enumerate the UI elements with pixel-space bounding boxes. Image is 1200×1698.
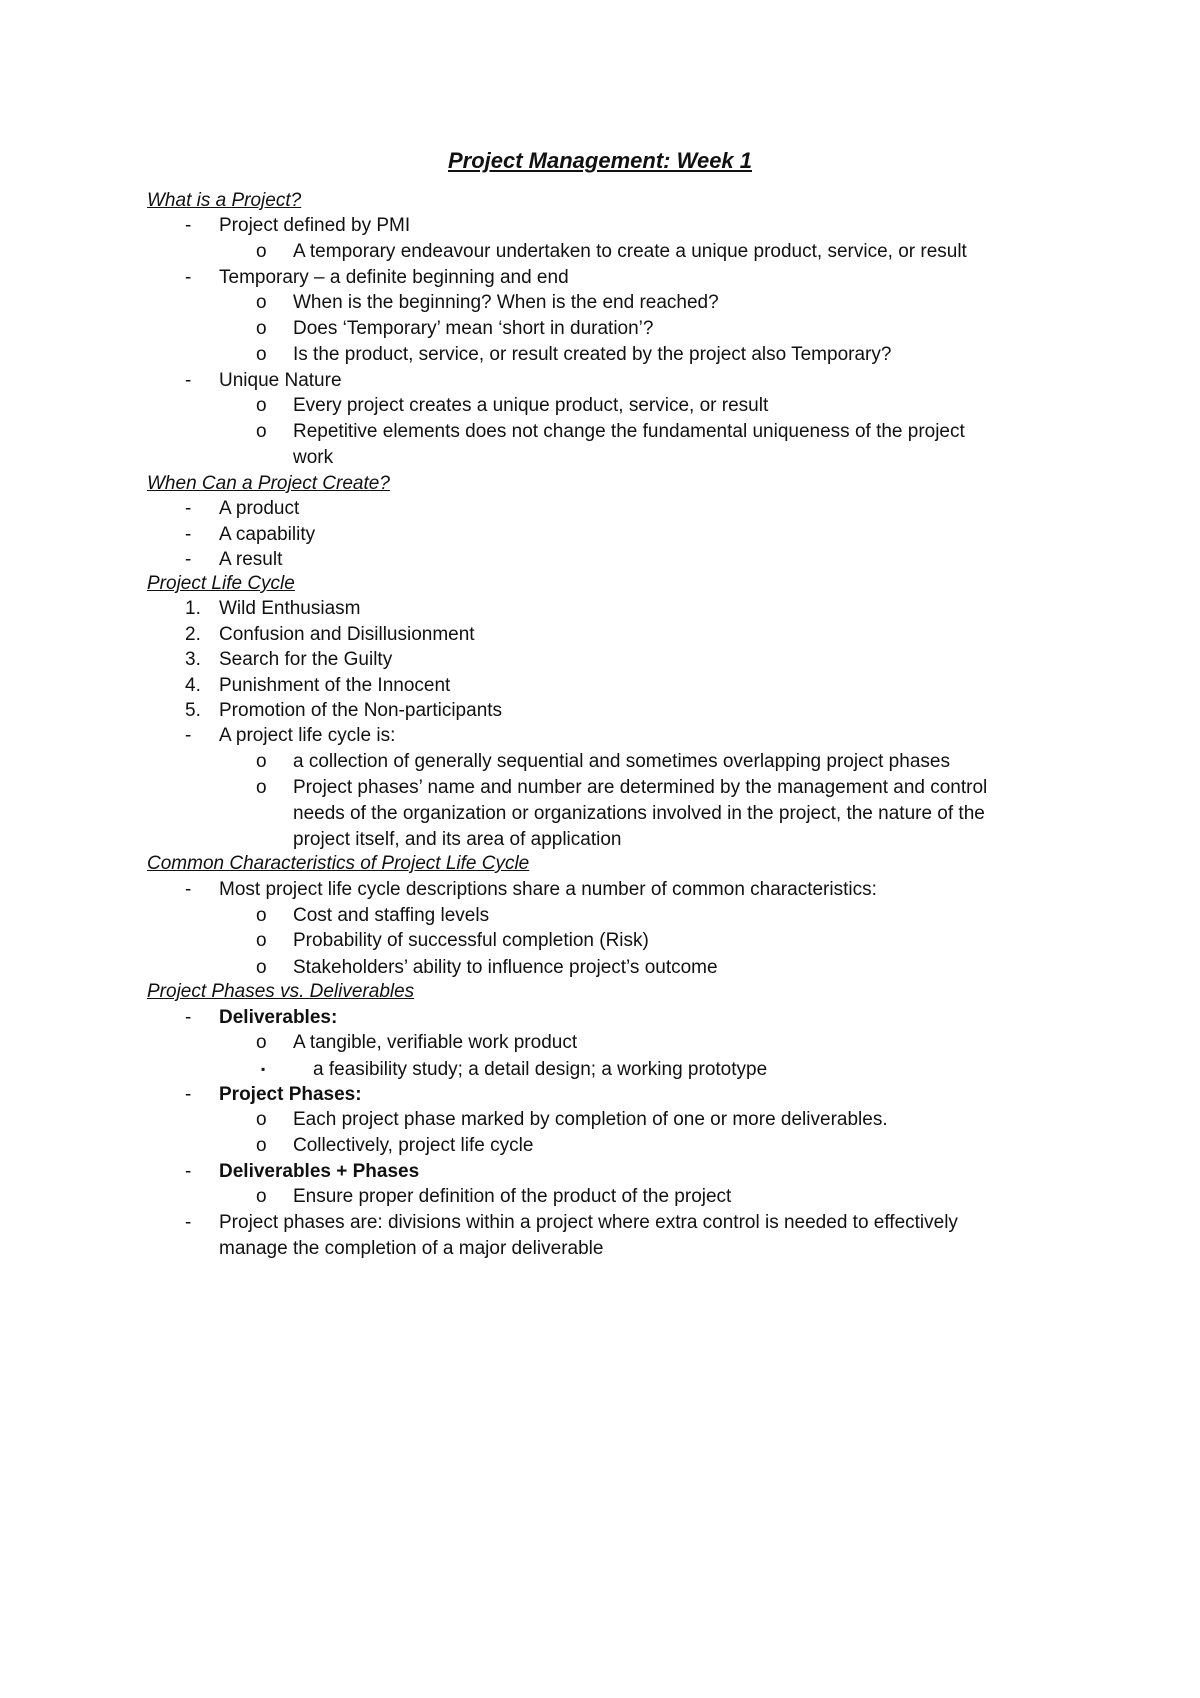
sub-list-item: Project phases’ name and number are determined by the management and control bbox=[293, 777, 988, 798]
square-bullet: ▪ bbox=[261, 1062, 266, 1076]
section-heading-when-can-a-project-create: When Can a Project Create? bbox=[147, 473, 390, 494]
sub-list-item: Is the product, service, or result created by the project also Temporary? bbox=[293, 344, 892, 365]
list-item: Temporary – a definite beginning and end bbox=[219, 267, 569, 288]
sub-list-item: a collection of generally sequential and sometimes overlapping project phases bbox=[293, 751, 950, 772]
list-number: 4. bbox=[185, 675, 201, 696]
dash-bullet: - bbox=[185, 725, 192, 746]
dash-bullet: - bbox=[185, 267, 192, 288]
numbered-item: Search for the Guilty bbox=[219, 649, 393, 670]
circle-bullet: o bbox=[256, 905, 267, 926]
sub-list-item: Stakeholders’ ability to influence project’s outcome bbox=[293, 957, 718, 978]
circle-bullet: o bbox=[256, 344, 267, 365]
numbered-item: Confusion and Disillusionment bbox=[219, 624, 475, 645]
list-number: 2. bbox=[185, 624, 201, 645]
circle-bullet: o bbox=[256, 1135, 267, 1156]
circle-bullet: o bbox=[256, 292, 267, 313]
circle-bullet: o bbox=[256, 777, 267, 798]
sub-list-item: Each project phase marked by completion of one or more deliverables. bbox=[293, 1109, 888, 1130]
list-item: A project life cycle is: bbox=[219, 725, 396, 746]
sub-list-item: Cost and staffing levels bbox=[293, 905, 490, 926]
sub-list-item-continuation: project itself, and its area of application bbox=[293, 829, 622, 850]
list-item: Project defined by PMI bbox=[219, 215, 411, 236]
dash-bullet: - bbox=[185, 1161, 192, 1182]
dash-bullet: - bbox=[185, 370, 192, 391]
sub-list-item: Does ‘Temporary’ mean ‘short in duration’? bbox=[293, 318, 654, 339]
sub-list-item: Ensure proper definition of the product of the project bbox=[293, 1186, 732, 1207]
sub-sub-list-item: a feasibility study; a detail design; a working prototype bbox=[313, 1059, 768, 1080]
dash-bullet: - bbox=[185, 215, 192, 236]
list-number: 5. bbox=[185, 700, 201, 721]
circle-bullet: o bbox=[256, 395, 267, 416]
sub-list-item: A tangible, verifiable work product bbox=[293, 1032, 578, 1053]
circle-bullet: o bbox=[256, 318, 267, 339]
circle-bullet: o bbox=[256, 957, 267, 978]
sub-list-item: When is the beginning? When is the end reached? bbox=[293, 292, 719, 313]
list-item-bold: Deliverables + Phases bbox=[219, 1161, 420, 1182]
dash-bullet: - bbox=[185, 549, 192, 570]
list-item-bold: Project Phases: bbox=[219, 1084, 362, 1105]
sub-list-item: Repetitive elements does not change the fundamental uniqueness of the project bbox=[293, 421, 965, 442]
numbered-item: Promotion of the Non-participants bbox=[219, 700, 503, 721]
list-number: 3. bbox=[185, 649, 201, 670]
sub-list-item: Collectively, project life cycle bbox=[293, 1135, 534, 1156]
sub-list-item-continuation: needs of the organization or organizations involved in the project, the nature of the bbox=[293, 803, 985, 824]
circle-bullet: o bbox=[256, 930, 267, 951]
section-heading-project-life-cycle: Project Life Cycle bbox=[147, 573, 295, 594]
section-heading-common-characteristics: Common Characteristics of Project Life Cycle bbox=[147, 853, 530, 874]
dash-bullet: - bbox=[185, 1084, 192, 1105]
circle-bullet: o bbox=[256, 1186, 267, 1207]
list-item-bold: Deliverables: bbox=[219, 1007, 338, 1028]
section-heading-what-is-a-project: What is a Project? bbox=[147, 190, 302, 211]
dash-bullet: - bbox=[185, 1007, 192, 1028]
list-number: 1. bbox=[185, 598, 201, 619]
list-item: Most project life cycle descriptions share a number of common characteristics: bbox=[219, 879, 877, 900]
numbered-item: Punishment of the Innocent bbox=[219, 675, 451, 696]
list-item: A product bbox=[219, 498, 300, 519]
dash-bullet: - bbox=[185, 498, 192, 519]
dash-bullet: - bbox=[185, 1212, 192, 1233]
sub-list-item: A temporary endeavour undertaken to create a unique product, service, or result bbox=[293, 241, 967, 262]
circle-bullet: o bbox=[256, 241, 267, 262]
circle-bullet: o bbox=[256, 1032, 267, 1053]
circle-bullet: o bbox=[256, 1109, 267, 1130]
circle-bullet: o bbox=[256, 751, 267, 772]
list-item: Unique Nature bbox=[219, 370, 342, 391]
sub-list-item: Every project creates a unique product, service, or result bbox=[293, 395, 769, 416]
section-heading-phases-vs-deliverables: Project Phases vs. Deliverables bbox=[147, 981, 415, 1002]
list-item: A capability bbox=[219, 524, 316, 545]
circle-bullet: o bbox=[256, 421, 267, 442]
sub-list-item-continuation: work bbox=[293, 447, 334, 468]
dash-bullet: - bbox=[185, 879, 192, 900]
list-item: A result bbox=[219, 549, 283, 570]
list-item-continuation: manage the completion of a major deliverable bbox=[219, 1238, 604, 1259]
sub-list-item: Probability of successful completion (Risk) bbox=[293, 930, 649, 951]
numbered-item: Wild Enthusiasm bbox=[219, 598, 361, 619]
page-title: Project Management: Week 1 bbox=[447, 148, 753, 173]
list-item: Project phases are: divisions within a project where extra control is needed to effectively bbox=[219, 1212, 958, 1233]
dash-bullet: - bbox=[185, 524, 192, 545]
